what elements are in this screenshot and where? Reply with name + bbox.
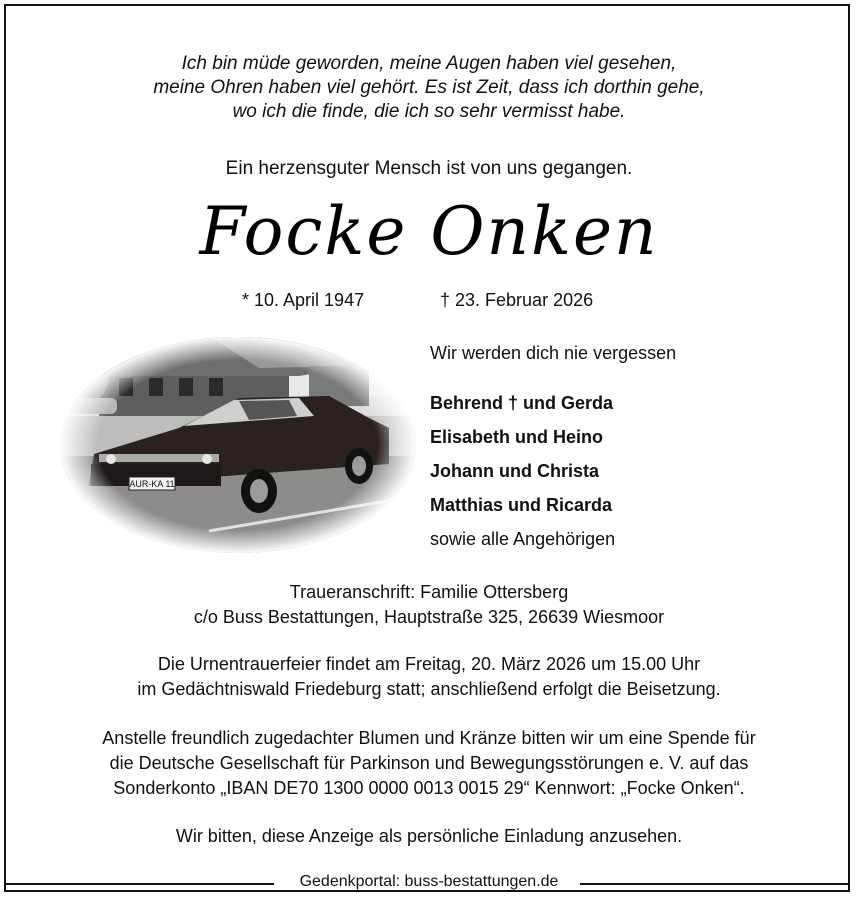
- family-member: Behrend † und Gerda: [430, 393, 614, 413]
- family-member: Elisabeth und Heino: [430, 427, 604, 447]
- death-date: † 23. Februar 2026: [440, 290, 594, 310]
- family-list: [430, 341, 676, 561]
- family-others: sowie alle Angehörigen: [430, 529, 616, 549]
- poem-line: Ich bin müde geworden, meine Augen haben viel gesehen,: [181, 53, 677, 74]
- invitation-note: Wir bitten, diese Anzeige als persönliche Einladung anzusehen.: [175, 826, 683, 846]
- birth-date: * 10. April 1947: [242, 290, 365, 310]
- memorial-photo: [59, 336, 417, 554]
- donation-line: die Deutsche Gesellschaft für Parkinson und Bewegungsstörungen e. V. auf das: [109, 753, 749, 773]
- donation-line: Sonderkonto „IBAN DE70 1300 0000 0013 0015 29“ Kennwort: „Focke Onken“.: [113, 778, 745, 798]
- family-heading: Wir werden dich nie vergessen: [430, 343, 677, 363]
- deceased-name: Focke Onken: [199, 193, 659, 270]
- donation-line: Anstelle freundlich zugedachter Blumen und Kränze bitten wir um eine Spende für: [102, 728, 756, 748]
- intro-text: Ein herzensguter Mensch ist von uns gegangen.: [225, 158, 633, 179]
- family-member: Matthias und Ricarda: [430, 495, 613, 515]
- donation-info: [0, 726, 858, 801]
- car-photo-image: [59, 336, 417, 554]
- family-member: Johann und Christa: [430, 461, 600, 481]
- poem: [0, 52, 858, 124]
- ceremony-line: Die Urnentrauerfeier findet am Freitag, 20. März 2026 um 15.00 Uhr: [157, 654, 701, 674]
- address-line: Traueranschrift: Familie Ottersberg: [289, 582, 569, 602]
- poem-line: meine Ohren haben viel gehört. Es ist Zeit, dass ich dorthin gehe,: [153, 77, 705, 98]
- address-line: c/o Buss Bestattungen, Hauptstraße 325, 26639 Wiesmoor: [193, 607, 665, 627]
- poem-line: wo ich die finde, die ich so sehr vermisst habe.: [232, 101, 626, 122]
- footer: [0, 873, 858, 891]
- mourning-address: [0, 580, 858, 630]
- ceremony-line: im Gedächtniswald Friedeburg statt; anschließend erfolgt die Beisetzung.: [137, 679, 721, 699]
- memorial-portal-link[interactable]: Gedenkportal: buss-bestattungen.de: [294, 873, 565, 890]
- ceremony-info: [0, 652, 858, 702]
